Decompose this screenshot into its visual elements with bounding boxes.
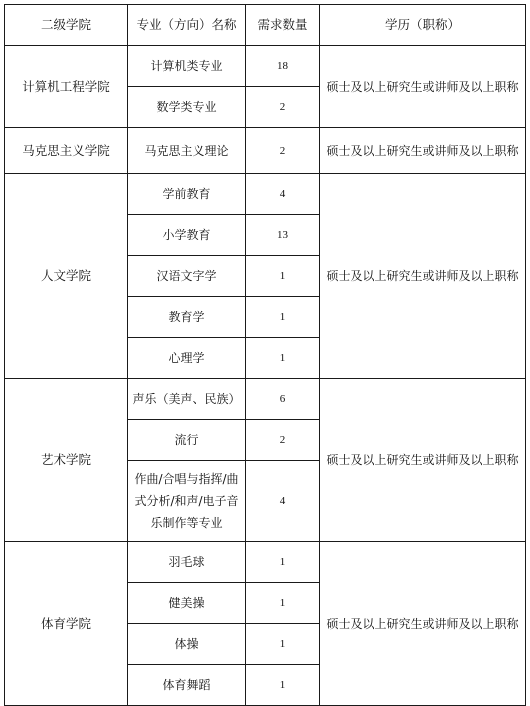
college-cell: 体育学院 <box>5 542 128 706</box>
degree-cell: 硕士及以上研究生或讲师及以上职称 <box>320 542 526 706</box>
major-cell: 计算机类专业 <box>128 46 246 87</box>
degree-cell: 硕士及以上研究生或讲师及以上职称 <box>320 379 526 542</box>
count-cell: 1 <box>246 297 320 338</box>
count-cell: 2 <box>246 87 320 128</box>
header-degree: 学历（职称） <box>320 5 526 46</box>
college-cell: 人文学院 <box>5 174 128 379</box>
count-cell: 1 <box>246 542 320 583</box>
table-row <box>5 174 526 215</box>
degree-cell: 硕士及以上研究生或讲师及以上职称 <box>320 46 526 128</box>
table-row <box>5 128 526 174</box>
major-cell: 羽毛球 <box>128 542 246 583</box>
college-cell: 计算机工程学院 <box>5 46 128 128</box>
major-cell: 健美操 <box>128 583 246 624</box>
count-cell: 2 <box>246 128 320 174</box>
count-cell: 2 <box>246 420 320 461</box>
major-cell: 体操 <box>128 624 246 665</box>
recruitment-table-body <box>5 5 526 706</box>
count-cell: 6 <box>246 379 320 420</box>
count-cell: 1 <box>246 665 320 706</box>
table-row <box>5 46 526 87</box>
count-cell: 1 <box>246 624 320 665</box>
header-row <box>5 5 526 46</box>
major-cell: 声乐（美声、民族） <box>128 379 246 420</box>
college-cell: 艺术学院 <box>5 379 128 542</box>
table-row <box>5 379 526 420</box>
college-cell: 马克思主义学院 <box>5 128 128 174</box>
recruitment-table <box>4 4 526 706</box>
count-cell: 1 <box>246 338 320 379</box>
header-college: 二级学院 <box>5 5 128 46</box>
degree-cell: 硕士及以上研究生或讲师及以上职称 <box>320 128 526 174</box>
count-cell: 13 <box>246 215 320 256</box>
major-cell: 流行 <box>128 420 246 461</box>
count-cell: 4 <box>246 174 320 215</box>
count-cell: 4 <box>246 461 320 542</box>
header-major: 专业（方向）名称 <box>128 5 246 46</box>
major-cell: 教育学 <box>128 297 246 338</box>
count-cell: 1 <box>246 583 320 624</box>
count-cell: 18 <box>246 46 320 87</box>
major-cell: 马克思主义理论 <box>128 128 246 174</box>
major-cell: 心理学 <box>128 338 246 379</box>
degree-cell: 硕士及以上研究生或讲师及以上职称 <box>320 174 526 379</box>
major-cell: 作曲/合唱与指挥/曲式分析/和声/电子音乐制作等专业 <box>128 461 246 542</box>
header-count: 需求数量 <box>246 5 320 46</box>
major-cell: 体育舞蹈 <box>128 665 246 706</box>
major-cell: 数学类专业 <box>128 87 246 128</box>
major-cell: 小学教育 <box>128 215 246 256</box>
major-cell: 学前教育 <box>128 174 246 215</box>
major-cell: 汉语文字学 <box>128 256 246 297</box>
count-cell: 1 <box>246 256 320 297</box>
table-row <box>5 542 526 583</box>
